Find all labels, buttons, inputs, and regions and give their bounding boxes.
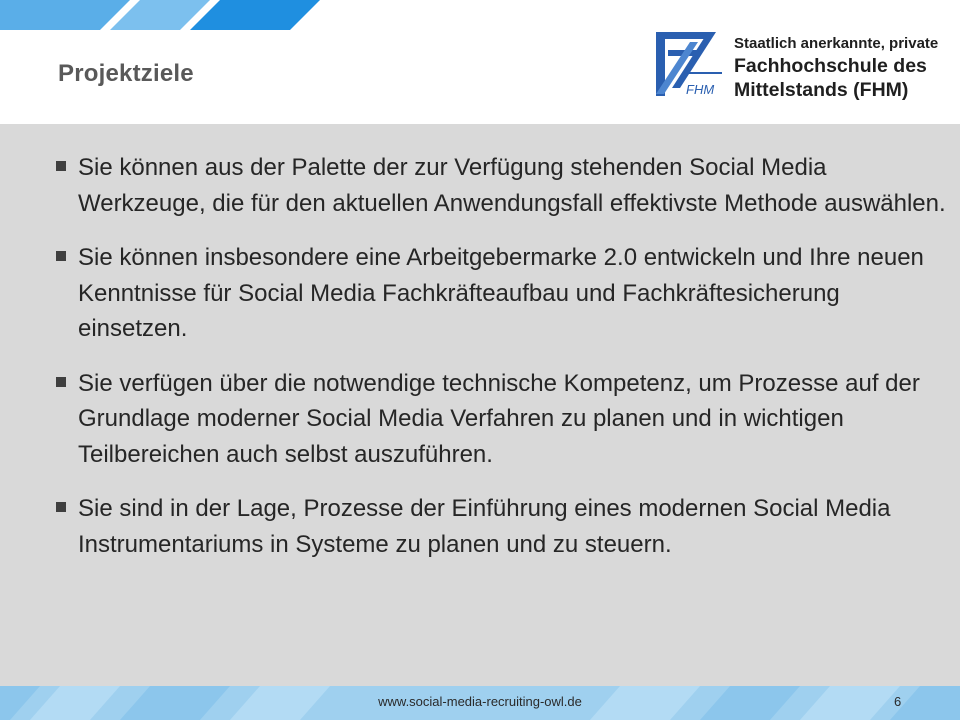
logo-text bbox=[734, 34, 939, 102]
bullet-item-2 bbox=[52, 240, 947, 347]
square-bullet-icon bbox=[56, 502, 66, 512]
bullet-item-3 bbox=[52, 366, 947, 473]
bullet-text: Sie sind in der Lage, Prozesse der Einführung eines modernen Social Media Instrumentariums in Systeme zu planen und zu steuern. bbox=[78, 495, 891, 558]
square-bullet-icon bbox=[56, 377, 66, 387]
bullet-item-1 bbox=[52, 150, 947, 221]
corner-stripes-decoration bbox=[0, 0, 320, 36]
bullet-list bbox=[52, 150, 947, 581]
footer-website-url: www.social-media-recruiting-owl.de bbox=[378, 694, 582, 709]
fhm-logo bbox=[650, 28, 939, 108]
bullet-text: Sie verfügen über die notwendige technische Kompetenz, um Prozesse auf der Grundlage moderner Social Media Verfahren zu planen und in wichtigen Teilbereichen auch selbst auszuführen. bbox=[78, 369, 920, 468]
logo-line-2: Fachhochschule des bbox=[734, 55, 927, 77]
bullet-text: Sie können insbesondere eine Arbeitgebermarke 2.0 entwickeln und Ihre neuen Kenntnisse für Social Media Fachkräfteaufbau und Fachkräftesicherung einsetzen. bbox=[78, 244, 924, 342]
square-bullet-icon bbox=[56, 251, 66, 261]
logo-line-1: Staatlich anerkannte, private bbox=[734, 35, 939, 52]
fhm-mark-text: FHM bbox=[686, 82, 715, 97]
square-bullet-icon bbox=[56, 161, 66, 171]
fhm-logo-mark-icon bbox=[650, 28, 726, 104]
slide-page-number: 6 bbox=[894, 694, 902, 709]
slide-header bbox=[0, 0, 960, 124]
slide-footer bbox=[0, 686, 960, 720]
bullet-item-4 bbox=[52, 491, 947, 562]
slide-title: Projektziele bbox=[58, 60, 194, 87]
logo-line-3: Mittelstands (FHM) bbox=[734, 79, 909, 101]
bullet-text: Sie können aus der Palette der zur Verfügung stehenden Social Media Werkzeuge, die für den aktuellen Anwendungsfall effektivste Methode auswählen. bbox=[78, 154, 946, 217]
